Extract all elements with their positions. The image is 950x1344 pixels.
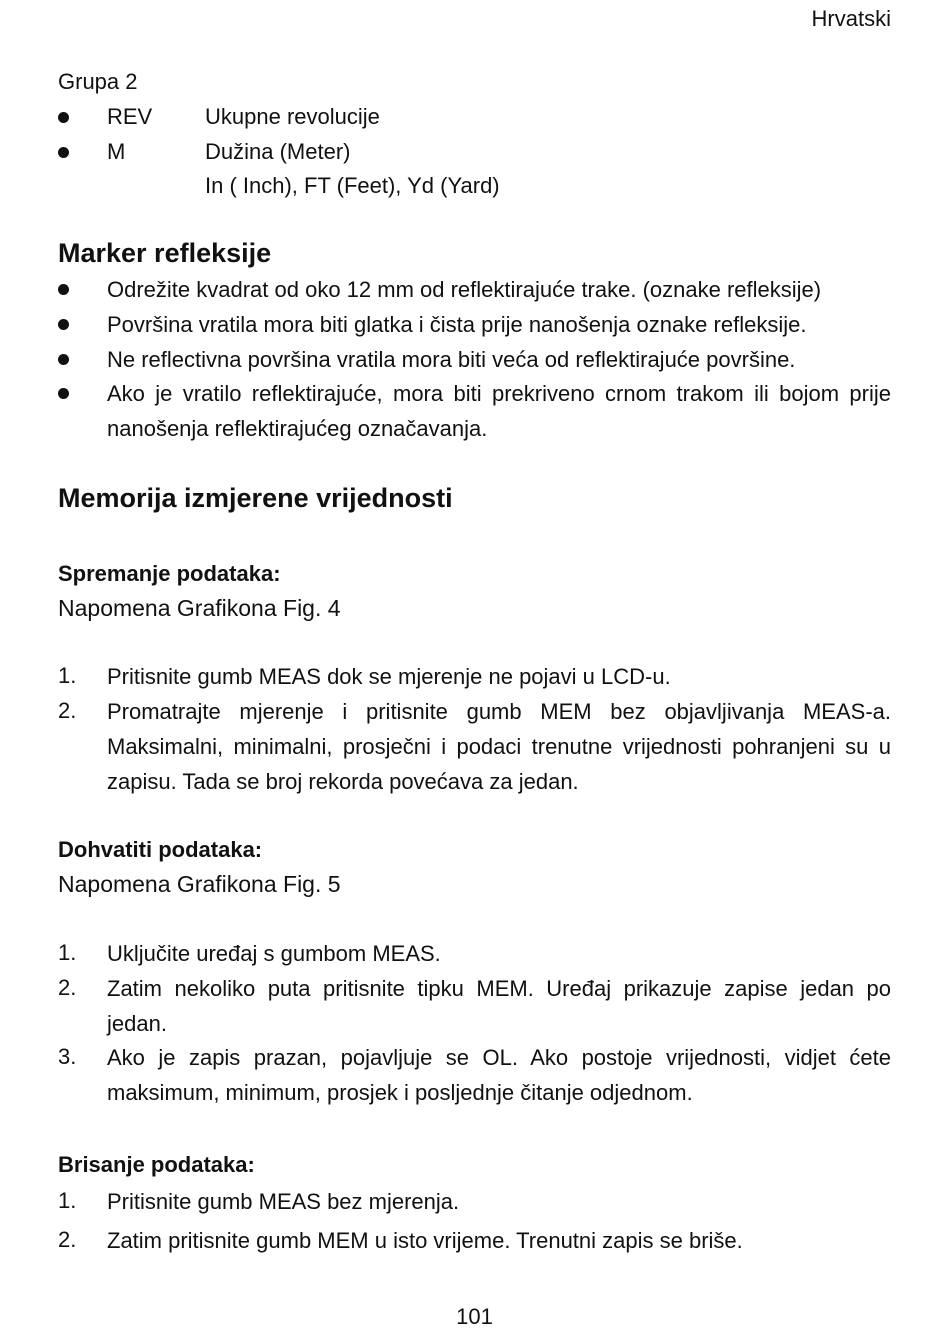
language-header: Hrvatski xyxy=(811,6,891,31)
figure-note: Napomena Grafikona Fig. 5 xyxy=(58,871,341,897)
figure-note: Napomena Grafikona Fig. 4 xyxy=(58,595,341,621)
numbered-item-text: Promatrajte mjerenje i pritisnite gumb MEM bez objavljivanja MEAS-a. Maksimalni, minimalni, prosječni i podaci trenutne vrijednosti pohranjeni su u zapisu. Tada se broj rekorda povećava za jedan. xyxy=(107,699,891,794)
list-item-text: Odrežite kvadrat od oko 12 mm od reflektirajuće trake. (oznake refleksije) xyxy=(107,277,822,302)
item-number: 1. xyxy=(58,1188,77,1213)
abbr-description: Ukupne revolucije xyxy=(205,104,380,129)
item-number: 2. xyxy=(58,698,77,723)
item-number: 2. xyxy=(58,975,77,1000)
subsection-title-retrieve: Dohvatiti podataka: xyxy=(58,837,263,862)
document-page xyxy=(58,0,891,1344)
item-number: 1. xyxy=(58,940,77,965)
units-text: In ( Inch), FT (Feet), Yd (Yard) xyxy=(205,173,500,198)
abbr-label: M xyxy=(107,139,126,164)
bullet-icon xyxy=(58,354,69,365)
numbered-item-text: Pritisnite gumb MEAS bez mjerenja. xyxy=(107,1189,460,1214)
bullet-icon xyxy=(58,147,69,158)
abbr-label: REV xyxy=(107,104,153,129)
abbr-description: Dužina (Meter) xyxy=(205,139,351,164)
subsection-title-save: Spremanje podataka: xyxy=(58,561,281,586)
item-number: 1. xyxy=(58,663,77,688)
numbered-item-text: Ako je zapis prazan, pojavljuje se OL. Ako postoje vrijednosti, vidjet ćete maksimum, minimum, prosjek i posljednje čitanje odjednom. xyxy=(107,1045,891,1105)
list-item-text: Ne reflectivna površina vratila mora biti veća od reflektirajuće površine. xyxy=(107,347,796,372)
item-number: 3. xyxy=(58,1044,77,1069)
subsection-title-delete: Brisanje podataka: xyxy=(58,1152,255,1177)
numbered-item-text: Uključite uređaj s gumbom MEAS. xyxy=(107,941,441,966)
bullet-icon xyxy=(58,284,69,295)
numbered-item-text: Zatim pritisnite gumb MEM u isto vrijeme. Trenutni zapis se briše. xyxy=(107,1228,743,1253)
section-title-memory: Memorija izmjerene vrijednosti xyxy=(58,483,453,513)
list-item-text: Ako je vratilo reflektirajuće, mora biti prekriveno crnom trakom ili bojom prije nanošenja reflektirajućeg označavanja. xyxy=(107,381,891,441)
section-title-marker: Marker refleksije xyxy=(58,238,272,268)
list-item-text: Površina vratila mora biti glatka i čista prije nanošenja oznake refleksije. xyxy=(107,312,807,337)
bullet-icon xyxy=(58,319,69,330)
item-number: 2. xyxy=(58,1227,77,1252)
group2-title: Grupa 2 xyxy=(58,69,138,94)
page-number: 101 xyxy=(456,1304,493,1329)
bullet-icon xyxy=(58,388,69,399)
numbered-item-text: Zatim nekoliko puta pritisnite tipku MEM. Uređaj prikazuje zapise jedan po jedan. xyxy=(107,976,891,1036)
numbered-item-text: Pritisnite gumb MEAS dok se mjerenje ne pojavi u LCD-u. xyxy=(107,664,671,689)
bullet-icon xyxy=(58,112,69,123)
